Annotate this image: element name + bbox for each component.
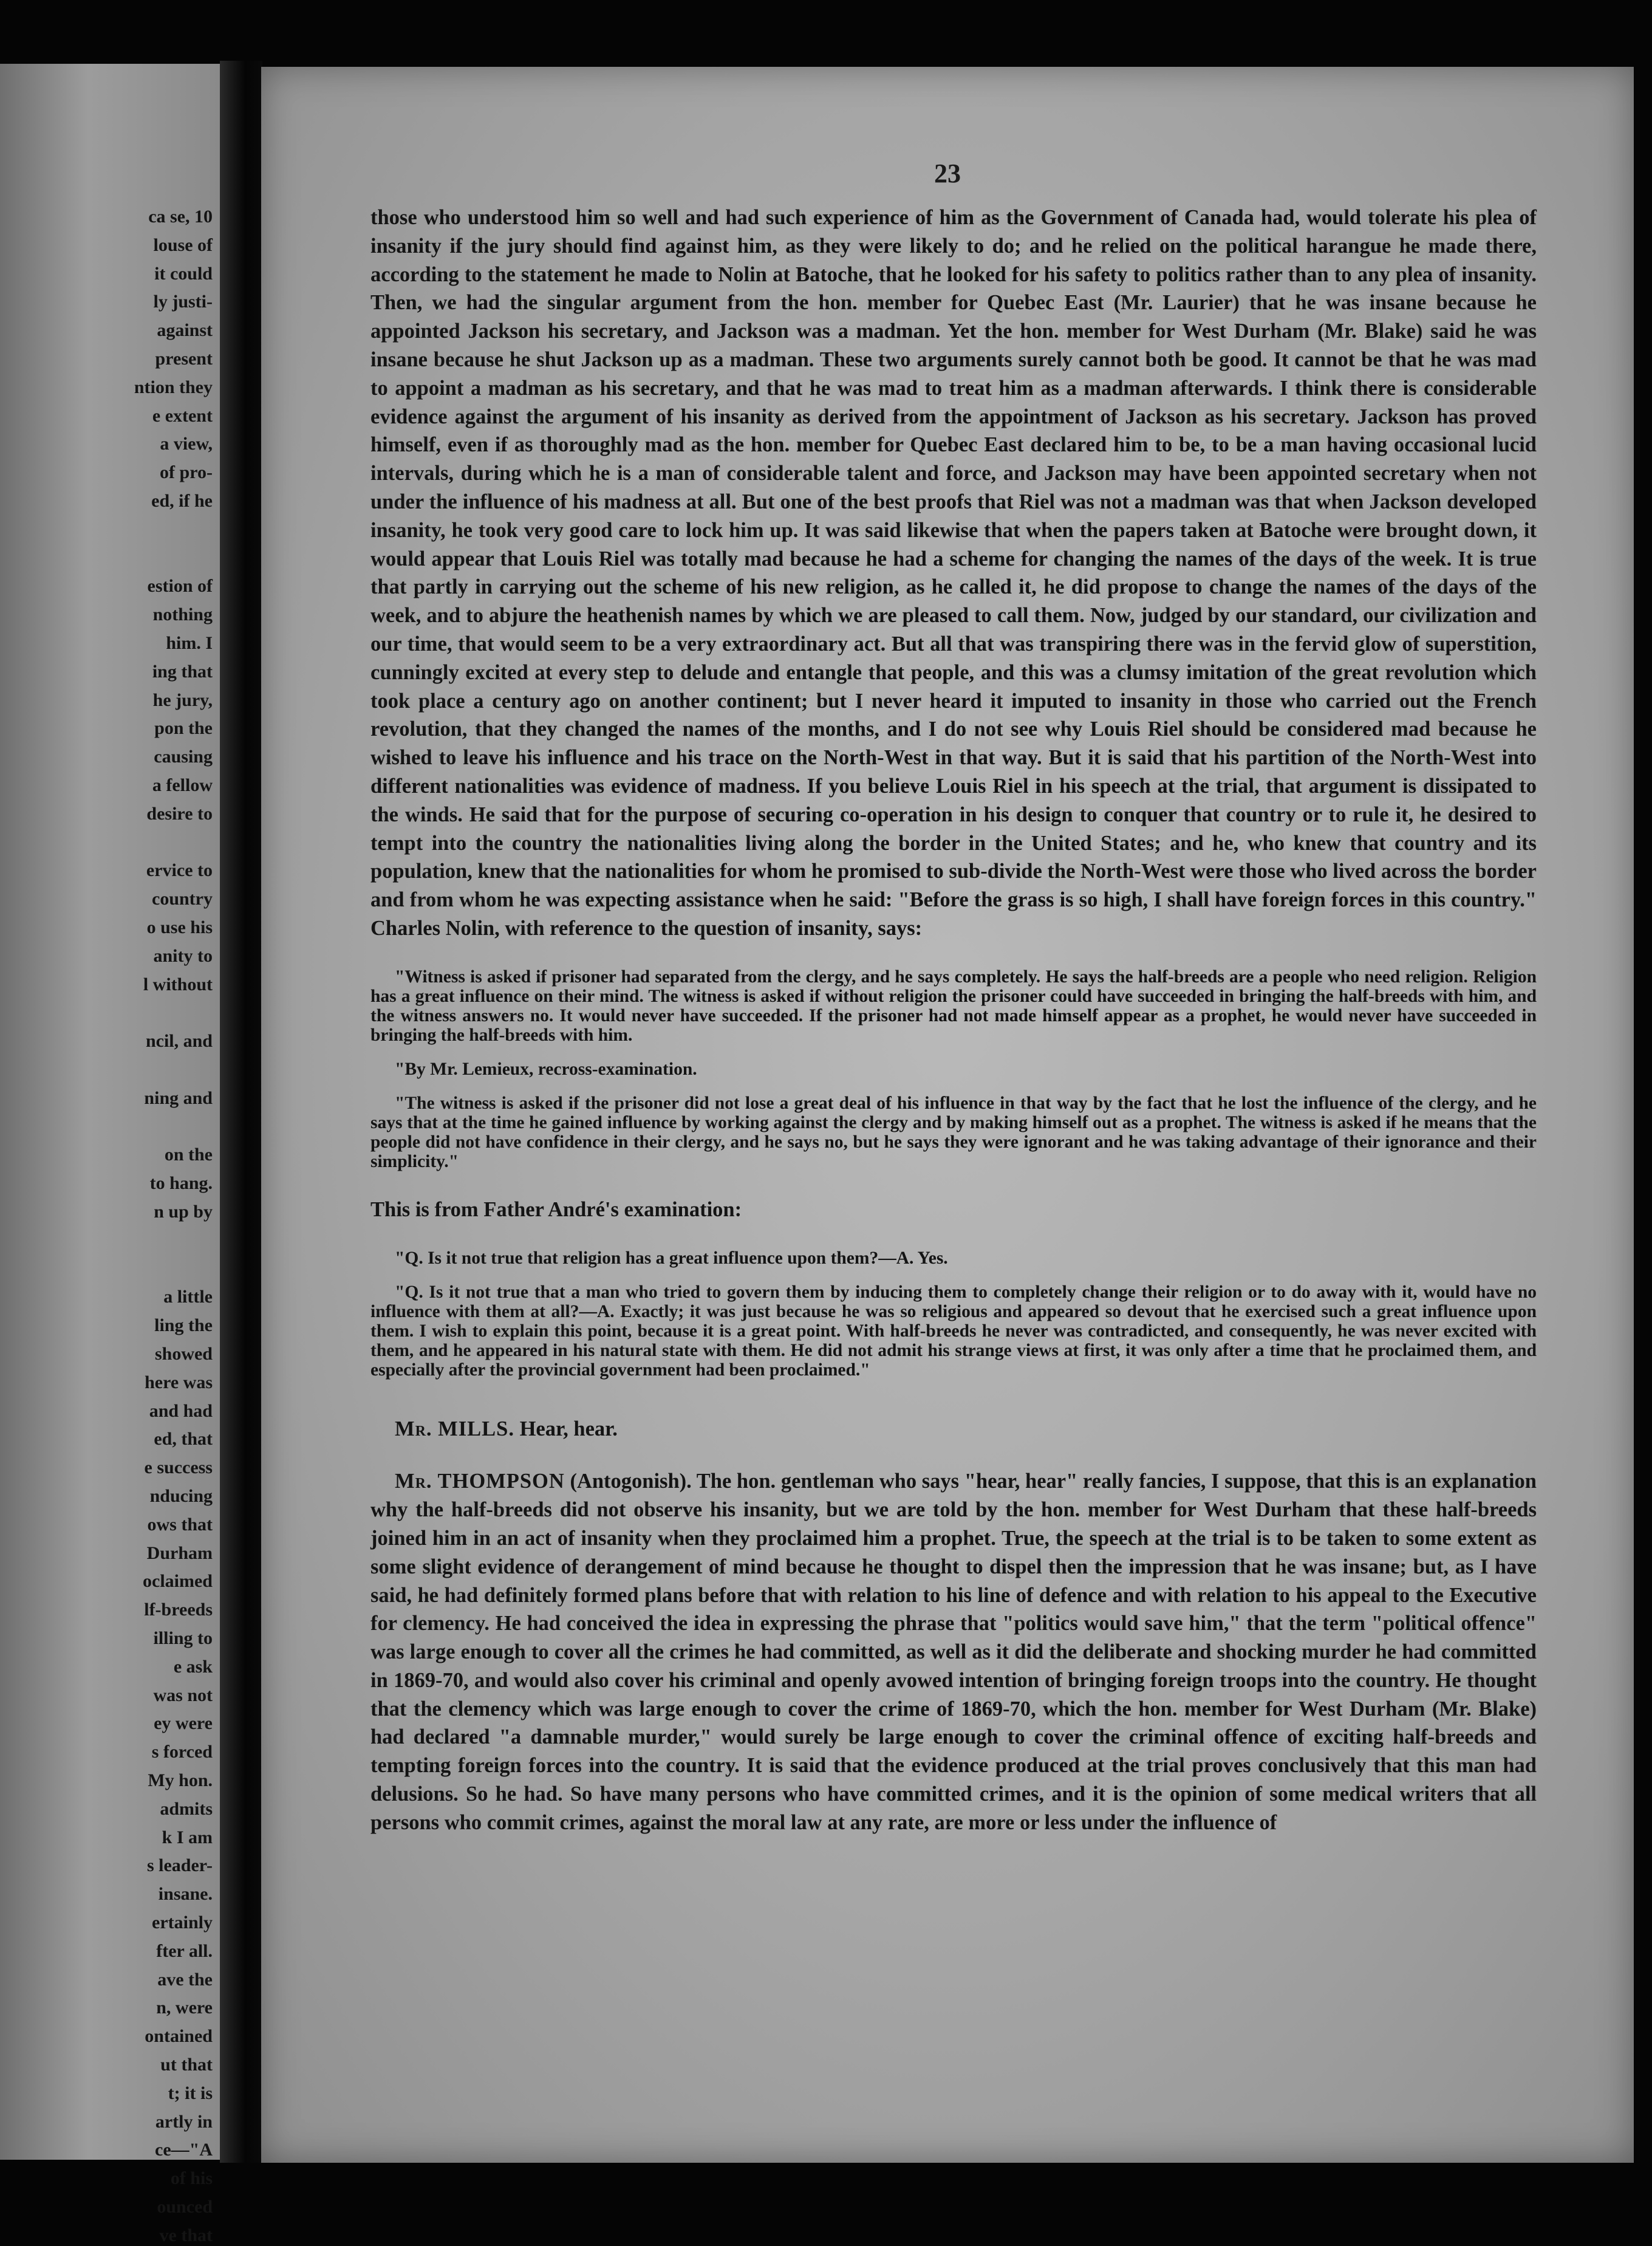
- left-page-fragment: louse of: [153, 235, 213, 255]
- left-page-fragment: and had: [149, 1400, 213, 1421]
- left-page-fragment: artly in: [155, 2111, 213, 2132]
- quote-andre-q2: "Q. Is it not true that a man who tried to govern them by inducing them to completely change their religion or to do away with it, would have no influence with them at all?—A. Exactly; it was just because he was so religious and appeared so devout that he exercised such a great influence upon them. I wish to explain this point, because it is a great point. With half-breeds he never was contradicted, and consequently, he was never excited with them, and he appeared in his natural state with them. He did not admit his strange views at first, it was only after a time that he proclaimed them, and especially after the provincial government had been proclaimed.": [370, 1282, 1537, 1380]
- left-page-fragment: of his: [170, 2168, 213, 2189]
- paragraph-father-andre: This is from Father André's examination:: [370, 1197, 742, 1221]
- left-page-fragment: a fellow: [152, 775, 213, 795]
- quote-nolin-testimony: "Witness is asked if prisoner had separated from the clergy, and he says completely. He says the half-breeds are a people who need religion. Religion has a great influence on their mind. The witness is asked if without religion the prisoner could have succeeded in bringing the half-breeds with him, and the witness answers no. It would never have succeeded. If the prisoner had not made himself appear as a prophet, he would never have succeeded in bringing the half-breeds with him.: [370, 967, 1537, 1045]
- page-gutter: [220, 61, 262, 2163]
- left-page-fragment: desire to: [146, 803, 213, 824]
- page-body: [370, 204, 1537, 1837]
- left-page-fragment: My hon.: [148, 1770, 213, 1790]
- left-page-fragment: country: [152, 889, 213, 909]
- left-page-fragment: ca se, 10: [148, 207, 213, 227]
- main-page: [261, 67, 1634, 2163]
- left-page-fragment: ing that: [152, 661, 213, 682]
- left-page-fragment: ce—"A: [155, 2140, 213, 2160]
- left-page-fragment: t; it is: [168, 2083, 213, 2103]
- paragraph-riel-insanity-argument: those who understood him so well and had such experience of him as the Government of Canada had, would tolerate his plea of insanity if the jury should find against him, as they were likely to do; and he relied on the political harangue he made there, according to the statement he made to Nolin at Batoche, that he looked for his safety to politics rather than to any plea of insanity. Then, we had the singular argument from the hon. member for Quebec East (Mr. Laurier) that he was insane because he appointed Jackson his secretary, and Jackson was a madman. Yet the hon. member for West Durham (Mr. Blake) said he was insane because he shut Jackson up as a madman. These two arguments surely cannot both be good. It cannot be that he was mad to appoint a madman as his secretary, and that he was mad to treat him as a madman afterwards. I think there is considerable evidence against the argument of his insanity as derived from the appointment of Jackson as his secretary. Jackson has proved himself, even if as thoroughly mad as the hon. member for Quebec East declared him to be, to be a man having occasional lucid intervals, during which he is a man of considerable talent and force, and Jackson may have been appointed secretary when not under the influence of his madness at all. But one of the best proofs that Riel was not a madman was that when Jackson developed insanity, he took very good care to lock him up. It was said likewise that when the papers taken at Batoche were brought down, it would appear that Louis Riel was totally mad because he had a scheme for changing the names of the days of the week. It is true that partly in carrying out the scheme of his new religion, as he called it, he did propose to change the names of the days of the week, and to abjure the heathenish names by which we are pleased to call them. Now, judged by our standard, our civilization and our time, that would seem to be a very extraordinary act. But all that was transpiring there was in the fervid glow of superstition, cunningly excited at every step to delude and entangle that people, and this was a clumsy imitation of the great revolution which took place a century ago on another continent; but I never heard it imputed to insanity in those who carried out the French revolution, that they changed the names of the months, and I do not see why Louis Riel should be considered mad because he wished to leave his influence and his trace on the North-West in that way. But it is said that his partition of the North-West into different nationalities was evidence of madness. If you believe Louis Riel in his speech at the trial, that argument is dissipated to the winds. He said that for the purpose of securing co-operation in his design to conquer that country or to rule it, he desired to tempt into the country the nationalities living along the border in the United States; and he, who knew that country and its population, knew that the nationalities for whom he promised to sub-divide the North-West were those who lived across the border and from whom he was expecting assistance when he said: "Before the grass is so high, I shall have foreign forces in this country." Charles Nolin, with reference to the question of insanity, says:: [370, 206, 1537, 940]
- left-page-fragment: s forced: [151, 1742, 213, 1762]
- left-page-fragment: showed: [154, 1344, 213, 1364]
- left-page-fragment: pon the: [154, 718, 213, 739]
- left-page-fragment: ntion they: [134, 377, 213, 397]
- left-page-fragment: of pro-: [160, 462, 213, 483]
- left-page-fragment: ling the: [154, 1315, 213, 1336]
- left-page-fragment: ounced: [157, 2197, 213, 2217]
- left-page-fragment: admits: [160, 1798, 213, 1819]
- left-page-fragment: ut that: [160, 2055, 213, 2075]
- left-page-fragment: fter all.: [156, 1940, 213, 1961]
- speaker-mills: Mr. MILLS.: [395, 1417, 514, 1440]
- left-page-fragment: nothing: [152, 604, 213, 625]
- left-page-fragment: o use his: [146, 917, 213, 937]
- left-page-fragment: ed, that: [154, 1429, 213, 1450]
- left-page-fragment: ly justi-: [153, 292, 213, 312]
- page-number: 23: [934, 159, 961, 188]
- left-page-fragment: ey were: [154, 1713, 213, 1734]
- left-page-fragment: n up by: [154, 1202, 213, 1222]
- paragraph-thompson: [370, 1467, 1537, 1837]
- left-page-fragment: illing to: [153, 1628, 213, 1648]
- quote-clergy-influence: "The witness is asked if the prisoner did not lose a great deal of his influence in that way by the fact that he lost the influence of the clergy, and he says that at the time he gained influence by working against the clergy and by making himself out as a prophet. The witness is asked if he means that the people did not have confidence in their clergy, and he says no, but he says they were ignorant and he was taking advantage of their ignorance and their simplicity.": [370, 1093, 1537, 1171]
- left-page-fragment: ows that: [147, 1514, 213, 1535]
- left-page-fragment: it could: [154, 263, 213, 284]
- left-page-fragment: ve that: [159, 2225, 213, 2245]
- speaker-thompson: Mr. THOMPSON: [395, 1470, 565, 1493]
- left-page-fragment: here was: [145, 1372, 213, 1392]
- left-page-fragment: ncil, and: [145, 1031, 213, 1052]
- left-page-fragment: n, were: [156, 1998, 213, 2018]
- paragraph-mills: [370, 1415, 1537, 1443]
- thompson-speech: (Antogonish). The hon. gentleman who says "hear, hear" really fancies, I suppose, that this is an explanation why the half-breeds did not observe his insanity, but we are told by the hon. member for West Durham that these half-breeds joined him in an act of insanity when they proclaimed him a prophet. True, the speech at the trial is to be taken to some extent as some slight evidence of derangement of mind because he thought to dispel then the impression that he was insane; but, as I have said, he had definitely formed plans before that with relation to his line of defence and with relation to his appeal to the Executive for clemency. He had conceived the idea in expressing the phrase that "politics would save him," that the term "political offence" was large enough to cover all the crimes he had committed, as well as it did the deliberate and shocking murder he had committed in 1869-70, and would also cover his criminal and openly avowed intention of bringing foreign troops into the country. He thought that the clemency which was large enough to cover the crime of 1869-70, which the hon. member for West Durham (Mr. Blake) had declared "a damnable murder," would surely be large enough to cover the criminal offence of exciting half-breeds and tempting foreign forces into the country. It is said that the evidence produced at the trial proves conclusively that this man had delusions. So he had. So have many persons who have committed crimes, and it is the opinion of some medical writers that all persons who commit crimes, against the moral law at any rate, are more or less under the influence of: [370, 1470, 1537, 1834]
- left-page-fragment: lf-breeds: [144, 1600, 213, 1620]
- left-page-fragment: ave the: [157, 1969, 213, 1990]
- left-page-fragment: Durham: [146, 1542, 213, 1563]
- quote-lemieux-recross: "By Mr. Lemieux, recross-examination.: [395, 1059, 697, 1079]
- left-page-fragment: causing: [154, 747, 213, 767]
- left-page-fragment: l without: [143, 974, 213, 995]
- left-page-fragment: ertainly: [152, 1912, 213, 1933]
- left-page-fragment: was not: [153, 1685, 213, 1705]
- left-page-fragment: k I am: [162, 1827, 213, 1847]
- left-page-fragment: s leader-: [146, 1855, 213, 1876]
- left-page-fragment: oclaimed: [143, 1571, 213, 1592]
- left-page-fragment: ontained: [145, 2026, 213, 2047]
- left-page-fragment: present: [155, 349, 213, 369]
- left-page-fragment: ervice to: [146, 860, 213, 881]
- left-page-fragment: e extent: [152, 405, 213, 426]
- left-page-fragment: anity to: [153, 945, 213, 966]
- left-page-fragment: a view,: [160, 434, 213, 454]
- left-facing-page: [0, 64, 220, 2245]
- left-page-fragment: he jury,: [152, 690, 213, 710]
- left-page-fragment: ning and: [144, 1087, 213, 1108]
- left-page-fragment: e success: [144, 1457, 213, 1478]
- left-page-fragment: ed, if he: [151, 491, 213, 511]
- left-page-fragment: estion of: [147, 576, 213, 597]
- left-page-fragment: against: [157, 320, 213, 341]
- mills-remark: Hear, hear.: [519, 1417, 618, 1440]
- left-page-fragment: on the: [164, 1145, 213, 1165]
- left-page-fragment: e ask: [173, 1656, 213, 1677]
- left-page-fragment: nducing: [149, 1486, 213, 1506]
- quote-andre-q1: "Q. Is it not true that religion has a great influence upon them?—A. Yes.: [395, 1248, 948, 1268]
- left-page-fragment: him. I: [166, 633, 213, 653]
- left-page-fragment: a little: [163, 1287, 213, 1307]
- left-page-fragment: insane.: [158, 1884, 213, 1905]
- left-page-fragment: to hang.: [149, 1173, 213, 1194]
